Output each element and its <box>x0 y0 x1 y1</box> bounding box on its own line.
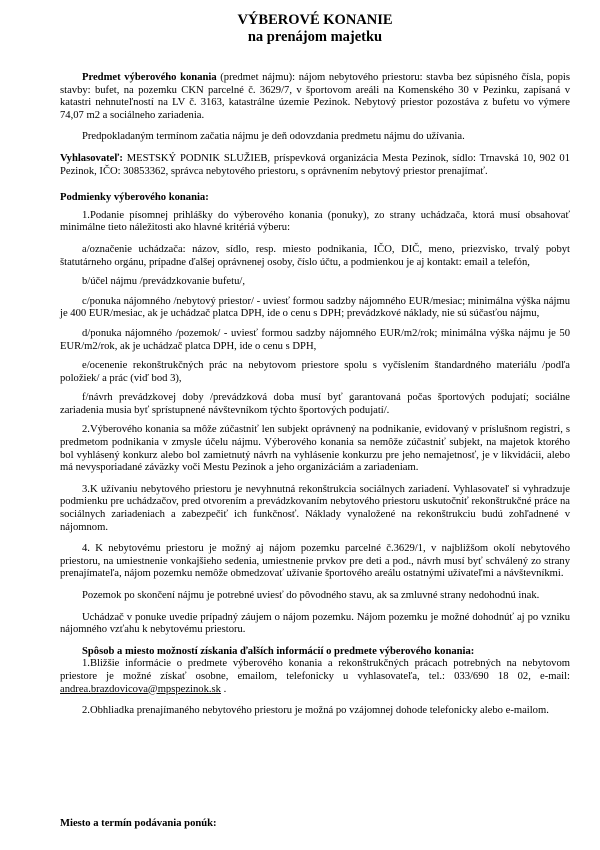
submission-heading: Miesto a termín podávania ponúk: <box>60 818 217 829</box>
announcer-paragraph <box>60 153 570 178</box>
info-2: 2.Obhliadka prenajímaného nebytového priestoru je možná po vzájomnej dohode telefonicky alebo e-mailom. <box>82 705 549 717</box>
subject-paragraph <box>60 72 570 122</box>
condition-4: 4. K nebytovému priestoru je možný aj nájom pozemku parcelné č.3629/1, v najbližšom okolí nebytového priestoru, na umiestnenie vonkajšieho sedenia, umiestnenie prvkov pre deti a pod., návrh musí byť schválený zo strany prenajímateľa, nájom pozemku nemôže obmedzovať užívanie športového areálu ostatnými užívateľmi a návštevníkmi. <box>60 543 570 580</box>
info-heading: Spôsob a miesto možností získania ďalších informácií o predmete výberového konania: <box>82 645 475 657</box>
condition-1: 1.Podanie písomnej prihlášky do výberového konania (ponuky), zo strany uchádzača, ktorá musí obsahovať minimálne tieto náležitosti ako hlavné kritériá výberu: <box>60 209 570 234</box>
info-1 <box>60 658 570 696</box>
land-return-paragraph: Pozemok po skončení nájmu je potrebné uviesť do pôvodného stavu, ak sa zmluvné strany nedohodnú inak. <box>82 590 540 601</box>
condition-2: 2.Výberového konania sa môže zúčastniť len subjekt oprávnený na podnikanie, evidovaný v príslušnom registri, s predmetom podnikania v zmysle účelu nájmu. Výberového konania sa nemôže zúčastniť subjekt, na majetok ktorého bol vyhlásený konkurz alebo bol zamietnutý návrh na vyhlásenie konkurzu pre jeho nemajetnosť, je v likvidácii, alebo má nevysporiadané záväzky voči Mestu Pezinok a jeho organizáciám a zariadeniam. <box>60 424 570 474</box>
email-link[interactable]: andrea.brazdovicova@mpspezinok.sk <box>60 683 221 695</box>
subject-text: (predmet nájmu): nájom nebytového priestoru: stavba bez súpisného čísla, popis stavby: bufet, na pozemku CKN parcelné č. 3629/7, v športovom areáli na Komenského 30 v Pezinku, zapísaná v katastri nehnuteľností na LV č. 3163, katastrálne územie Pezinok. Nebytový priestor pozostáva z bufetu vo výmere 74,07 m2 a sociálneho zariadenia. <box>60 72 570 121</box>
announcer-label: Vyhlasovateľ: <box>60 152 123 164</box>
info-1-text: 1.Bližšie informácie o predmete výberového konania a rekonštrukčných prácach potrebných na nebytovom priestore je možné získať osobne, emailom, telefonicky u vyhlasovateľa, tel.: 033/690 18 02, e-mail: <box>60 658 570 682</box>
condition-3: 3.K užívaniu nebytového priestoru je nevyhnutná rekonštrukcia sociálnych zariadení. Vyhlasovateľ si vyhradzuje podmienku pre uchádzačov, pred otvorením a prevádzkovaním nebytového priestoru uskutočniť rekonštrukčné práce na sociálnych zariadeniach a zabezpečiť ich funkčnosť. Náklady vynaložené na rekonštrukciu budú zohľadnené v nájomnom. <box>60 483 570 533</box>
info-1-end: . <box>220 683 227 695</box>
subject-label: Predmet výberového konania <box>82 72 217 83</box>
condition-item-c: c/ponuka nájomného /nebytový priestor/ - uviesť formou sadzby nájomného EUR/mesiac; minimálna výška nájmu je 400 EUR/mesiac, ak je uchádzač platca DPH, ide o cenu s DPH; prevádzkové náklady, nie sú súčasťou nájmu, <box>60 295 570 320</box>
document-page <box>60 10 570 727</box>
applicant-interest-paragraph: Uchádzač v ponuke uvedie prípadný záujem o nájom pozemku. Nájom pozemku je možné dohodnúť aj po vzniku nájomného vzťahu k nebytovému priestoru. <box>60 611 570 636</box>
condition-item-e: e/ocenenie rekonštrukčných prác na nebytovom priestore spolu s vyčíslením štandardného materiálu /podľa položiek/ a prác (viď bod 3), <box>60 360 570 384</box>
document-subtitle: na prenájom majetku <box>247 29 383 45</box>
condition-item-f: f/návrh prevádzkovej doby /prevádzková doba musí byť garantovaná počas športových podujatí; sociálne zariadenia musia byť sprístupnené návštevníkom týchto športových podujatí/. <box>60 392 570 416</box>
conditions-heading: Podmienky výberového konania: <box>60 192 209 204</box>
document-title: VÝBEROVÉ KONANIE <box>237 12 393 28</box>
expected-date-paragraph: Predpokladaným termínom začatia nájmu je deň odovzdania predmetu nájmu do užívania. <box>82 131 465 143</box>
condition-item-b: b/účel nájmu /prevádzkovanie bufetu/, <box>82 276 245 288</box>
announcer-text: MESTSKÝ PODNIK SLUŽIEB, príspevková organizácia Mesta Pezinok, sídlo: Trnavská 10, 902 01 Pezinok, IČO: 30853362, správca nebytového priestoru, s oprávnením nebytový priestor prenajímať. <box>60 152 570 177</box>
condition-item-a: a/označenie uchádzača: názov, sídlo, resp. miesto podnikania, IČO, DIČ, meno, priezvisko, trvalý pobyt štatutárneho orgánu, prípadne ďalšej oprávnenej osoby, číslo účtu, a podmienkou je aj kontakt: email a telefón, <box>60 243 570 268</box>
condition-item-d: d/ponuka nájomného /pozemok/ - uviesť formou sadzby nájomného EUR/m2/rok; minimálna výška nájmu je 50 EUR/m2/rok, ak je uchádzač platca DPH, ide o cenu s DPH, <box>60 327 570 352</box>
